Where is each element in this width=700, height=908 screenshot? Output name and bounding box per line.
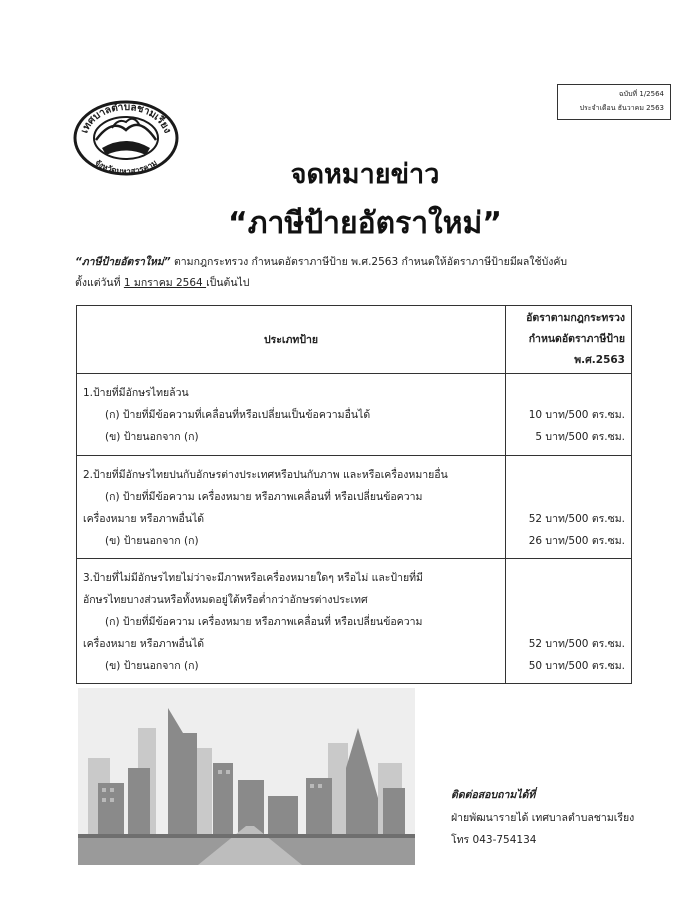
- header-rate-line1: อัตราตามกฎกระทรวง: [526, 312, 625, 324]
- page-title: จดหมายข่าว: [290, 159, 440, 190]
- row-description: [77, 559, 506, 684]
- contact-phone: โทร 043-754134: [451, 834, 537, 846]
- row-title: 3.ป้ายที่ไม่มีอักษรไทยไม่ว่าจะมีภาพหรือเครื่องหมายใดๆ หรือไม่ และป้ายที่มี: [83, 572, 423, 584]
- seal-text-top: เทศบาลตำบลชามเรียง: [79, 101, 173, 135]
- table-row: [77, 374, 632, 456]
- intro-text: ตามกฎกระทรวง กำหนดอัตราภาษีป้าย พ.ศ.2563 กำหนดให้อัตราภาษีป้ายมีผลใช้บังคับ: [170, 256, 568, 268]
- header-rate-line2: กำหนดอัตราภาษีป้าย: [528, 333, 625, 345]
- row-item-a: (ก) ป้ายที่มีข้อความ เครื่องหมาย หรือภาพเคลื่อนที่ หรือเปลี่ยนข้อความ: [105, 616, 423, 628]
- intro-paragraph: [75, 252, 655, 294]
- intro-emphasis: “ภาษีป้ายอัตราใหม่”: [75, 256, 171, 268]
- rate-a: 52 บาท/500 ตร.ซม.: [528, 638, 625, 650]
- seal-text-bottom: จังหวัดมหาสารคาม: [93, 158, 159, 176]
- issue-number: ฉบับที่ 1/2564: [618, 90, 664, 98]
- rate-a: 10 บาท/500 ตร.ซม.: [528, 409, 625, 421]
- row-title: 2.ป้ายที่มีอักษรไทยปนกับอักษรต่างประเทศหรือปนกับภาพ และหรือเครื่องหมายอื่น: [83, 469, 448, 481]
- row-item-b: (ข) ป้ายนอกจาก (ก): [105, 431, 199, 443]
- header-rate: [506, 306, 632, 374]
- issue-info-box: [557, 84, 671, 120]
- contact-department: ฝ่ายพัฒนารายได้ เทศบาลตำบลชามเรียง: [451, 811, 635, 824]
- table-header-row: [77, 306, 632, 374]
- table-row: [77, 559, 632, 684]
- contact-block: [451, 784, 634, 852]
- rate-b: 5 บาท/500 ตร.ซม.: [535, 431, 625, 443]
- page-subtitle: “ภาษีป้ายอัตราใหม่”: [228, 206, 502, 241]
- row-item-a-cont: เครื่องหมาย หรือภาพอื่นได้: [83, 513, 205, 525]
- tax-rate-table: [76, 305, 632, 684]
- header-sign-type: ประเภทป้าย: [77, 306, 506, 374]
- row-description: [77, 374, 506, 456]
- row-item-a: (ก) ป้ายที่มีข้อความ เครื่องหมาย หรือภาพเคลื่อนที่ หรือเปลี่ยนข้อความ: [105, 491, 423, 503]
- issue-month: ประจำเดือน ธันวาคม 2563: [579, 104, 664, 112]
- row-rates: [506, 559, 632, 684]
- row-description: [77, 456, 506, 559]
- table-row: [77, 456, 632, 559]
- row-item-b: (ข) ป้ายนอกจาก (ก): [105, 535, 199, 547]
- intro-line2-suffix: เป็นต้นไป: [206, 277, 250, 289]
- row-title: 1.ป้ายที่มีอักษรไทยล้วน: [83, 387, 189, 399]
- row-title-cont: อักษรไทยบางส่วนหรือทั้งหมดอยู่ใต้หรือต่ำกว่าอักษรต่างประเทศ: [83, 594, 368, 606]
- row-rates: [506, 374, 632, 456]
- contact-heading: ติดต่อสอบถามได้ที่: [451, 789, 536, 801]
- row-item-a-cont: เครื่องหมาย หรือภาพอื่นได้: [83, 638, 205, 650]
- effective-date: 1 มกราคม 2564: [123, 277, 207, 289]
- header-rate-line3: พ.ศ.2563: [574, 354, 625, 366]
- row-rates: [506, 456, 632, 559]
- city-skyline-illustration-icon: [78, 688, 415, 865]
- rate-b: 50 บาท/500 ตร.ซม.: [528, 660, 625, 672]
- row-item-b: (ข) ป้ายนอกจาก (ก): [105, 660, 199, 672]
- intro-line2-prefix: ตั้งแต่วันที่: [75, 277, 124, 289]
- rate-b: 26 บาท/500 ตร.ซม.: [528, 535, 625, 547]
- row-item-a: (ก) ป้ายที่มีข้อความที่เคลื่อนที่หรือเปลี่ยนเป็นข้อความอื่นได้: [105, 409, 371, 421]
- rate-a: 52 บาท/500 ตร.ซม.: [528, 513, 625, 525]
